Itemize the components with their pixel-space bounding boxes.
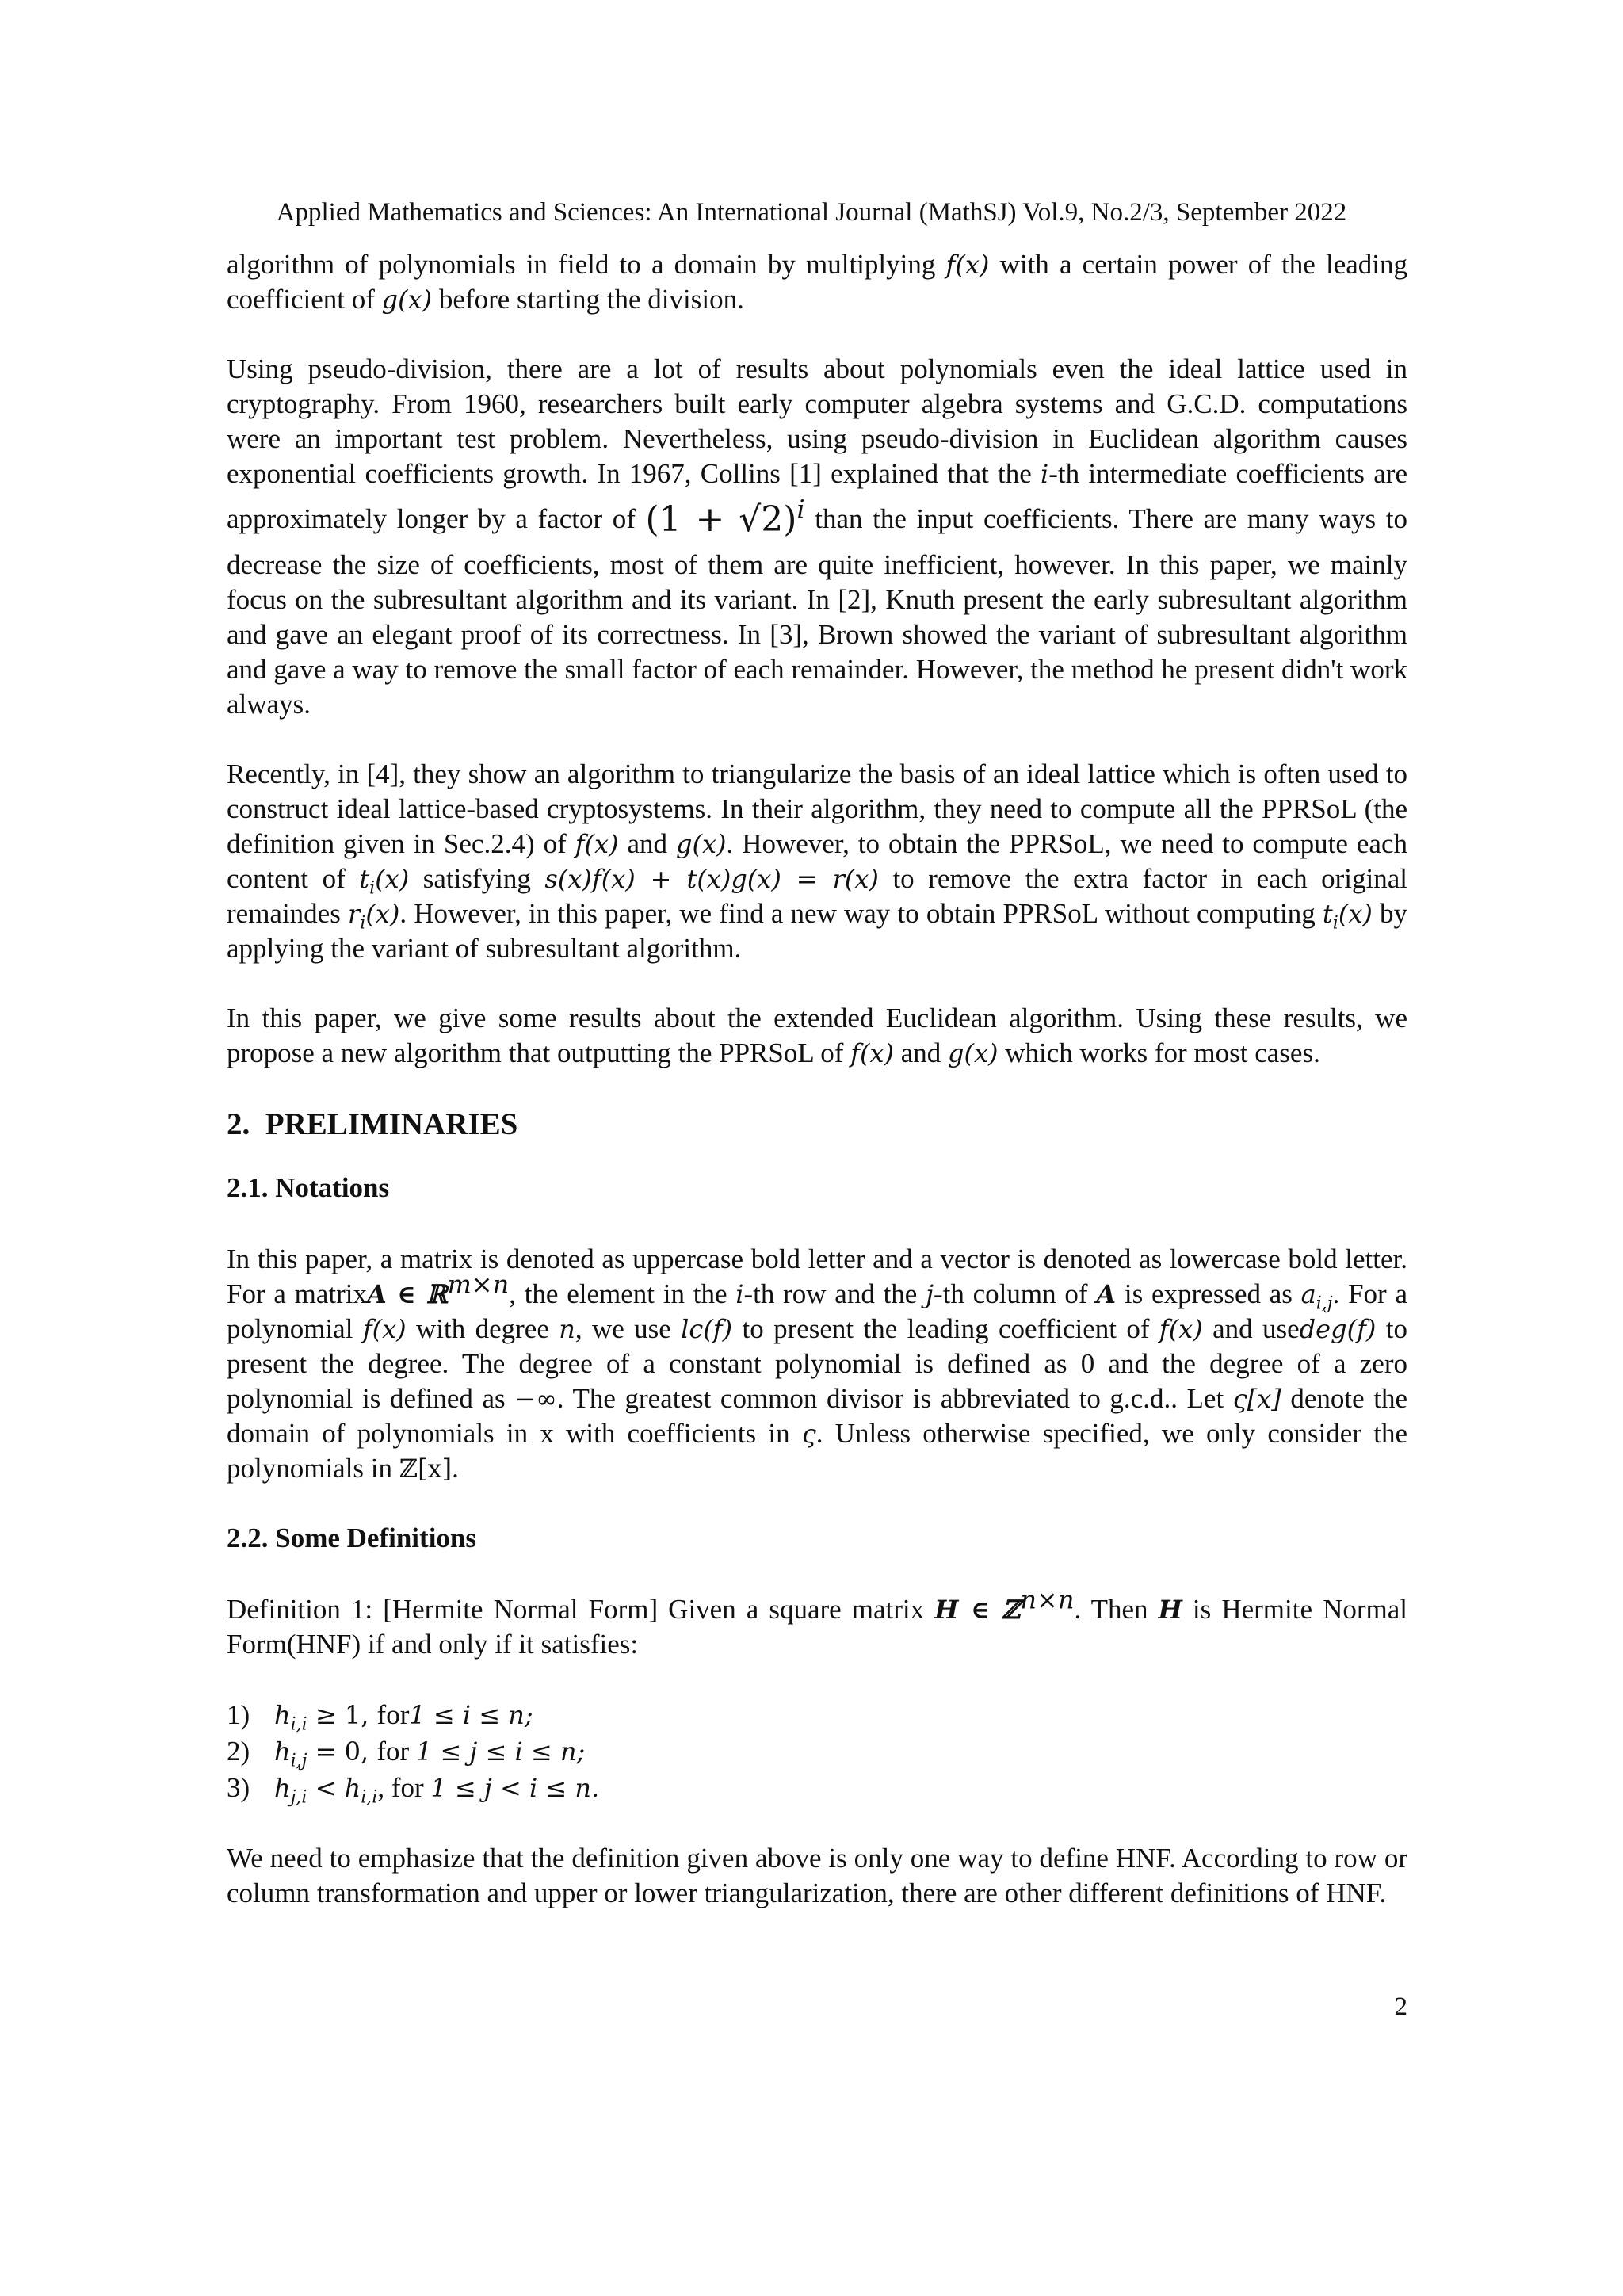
section-heading-preliminaries: 2. PRELIMINARIES (227, 1107, 518, 1141)
paragraph-ideal-lattice: Recently, in [4], they show an algorithm to triangularize the basis of an ideal lattice which is often used to construct ideal lattice-based cryptosystems. In their algorithm, they need to compute all the PPRSoL (the definition given in Sec.2.4) of f(x) and g(x). However, to obtain the PPRSoL, we need to compute each content of $t_i(x)$ satisfying s(x)f(x) + t(x)g(x) = r(x) to remove the extra factor in each original remaindes $r_i(x)$. However, in this paper, we find a new way to obtain PPRSoL without computing $t_i(x)$ by applying the variant of subresultant algorithm. (227, 758, 1408, 964)
list-item: 3) $h_{j,i} < h_{i,i}$, for 1 ≤ j < i ≤ n. (227, 1772, 600, 1808)
page-number: 2 (1394, 1992, 1407, 2021)
paragraph-coefficient-growth: Using pseudo-division, there are a lot of results about polynomials even the ideal lattice used in cryptography. From 1960, researchers built early computer algebra systems and G.C.D. computations were an important test problem. Nevertheless, using pseudo-division in Euclidean algorithm causes exponential coefficients growth. In 1967, Collins [1] explained that the i-th intermediate coefficients are approximately longer by a factor of $(1 + √2)^i$ than the input coefficients. There are many ways to decrease the size of coefficients, most of them are quite inefficient, however. In this paper, we mainly focus on the subresultant algorithm and its variant. In [2], Knuth present the early subresultant algorithm and gave an elegant proof of its correctness. In [3], Brown showed the variant of subresultant algorithm and gave a way to remove the small factor of each remainder. However, the method he present didn't work always. (227, 353, 1407, 720)
paragraph-definition-hnf: Definition 1: [Hermite Normal Form] Given a square matrix H ∈ ℤ$^{n\times n}$. Then H is Hermite Normal Form(HNF) if and only if it satisfies: (227, 1584, 1407, 1660)
paragraph-notations: In this paper, a matrix is denoted as uppercase bold letter and a vector is denoted as lowercase bold letter. For a matrixA ∈ ℝ$^{m\times n}$, the element in the i-th row and the j-th column of A is expressed as $a_{i,j}$. For a polynomial f(x) with degree n, we use lc(f) to present the leading coefficient of f(x) and usedeg(f) to present the degree. The degree of a constant polynomial is defined as 0 and the degree of a zero polynomial is defined as −∞. The greatest common divisor is abbreviated to g.c.d.. Let ς[x] denote the domain of polynomials in x with coefficients in ς. Unless otherwise specified, we only consider the polynomials in ℤ[x]. (227, 1244, 1407, 1484)
subsection-heading-some-definitions: 2.2. Some Definitions (227, 1522, 476, 1553)
journal-header: Applied Mathematics and Sciences: An International Journal (MathSJ) Vol.9, No.2/3, September 2022 (276, 198, 1347, 227)
hnf-conditions-list (227, 1697, 1407, 1806)
paragraph-contribution: In this paper, we give some results about the extended Euclidean algorithm. Using these results, we propose a new algorithm that outputting the PPRSoL of f(x) and g(x) which works for most cases. (227, 1003, 1407, 1068)
list-item: 1) $h_{i,i} \ge 1$, for1 ≤ i ≤ n; (227, 1699, 533, 1735)
paragraph-hnf-remark: We need to emphasize that the definition given above is only one way to define HNF. According to row or column transformation and upper or lower triangularization, there are other different definitions of HNF. (227, 1843, 1407, 1908)
list-item: 2) $h_{i,j} = 0$, for 1 ≤ j ≤ i ≤ n; (227, 1736, 586, 1771)
paragraph-pseudo-division-intro: algorithm of polynomials in field to a domain by multiplying f(x) with a certain power of the leading coefficient of g(x) before starting the division. (227, 249, 1407, 315)
subsection-heading-notations: 2.1. Notations (227, 1172, 390, 1203)
page-body (227, 247, 1407, 1911)
